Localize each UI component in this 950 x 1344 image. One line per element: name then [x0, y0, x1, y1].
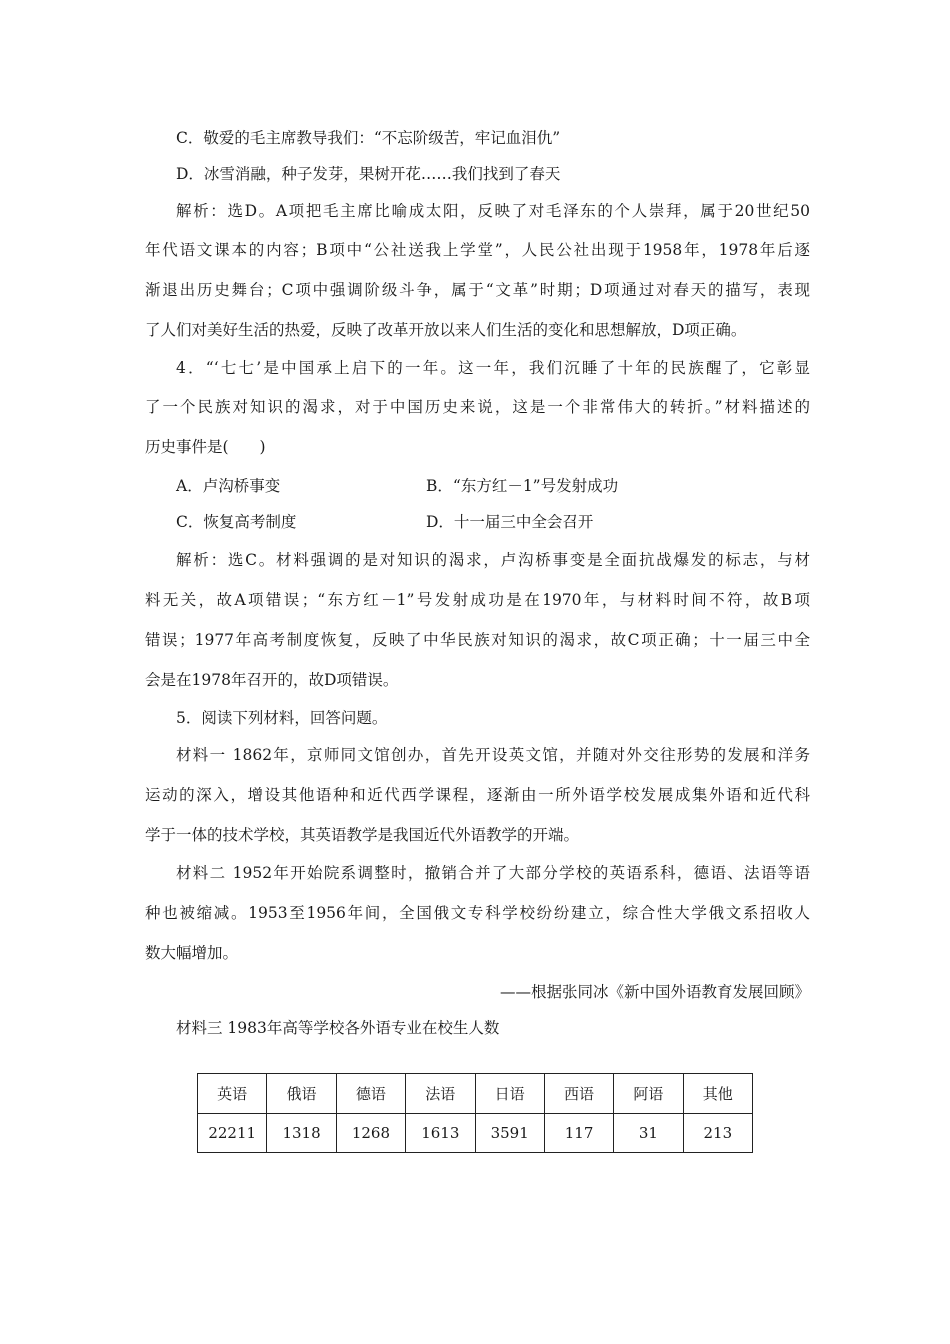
table-header-cell: 德语 [336, 1074, 405, 1114]
table-cell: 3591 [475, 1113, 544, 1153]
q4-option-a: A．卢沟桥事变 [176, 477, 281, 495]
table-header-row [198, 1074, 753, 1114]
table-cell: 1268 [336, 1113, 405, 1153]
q4-analysis-line: 错误；1977年高考制度恢复，反映了中华民族对知识的渴求，故C项正确；十一届三中全 [145, 631, 810, 649]
table-header-cell: 阿语 [614, 1074, 683, 1114]
q3-analysis-line: 渐退出历史舞台；C项中强调阶级斗争，属于“文革”时期；D项通过对春天的描写，表现 [145, 281, 810, 299]
q5-material1-line: 运动的深入，增设其他语种和近代西学课程，逐渐由一所外语学校发展成集外语和近代科 [145, 786, 810, 804]
q5-material2-line: 数大幅增加。 [145, 944, 239, 962]
q4-analysis-line: 料无关，故A项错误；“东方红－1”号发射成功是在1970年，与材料时间不符，故B项 [145, 591, 810, 609]
q3-analysis-line: 了人们对美好生活的热爱，反映了改革开放以来人们生活的变化和思想解放，D项正确。 [145, 321, 747, 339]
q4-analysis-line: 会是在1978年召开的，故D项错误。 [145, 671, 399, 689]
q5-material1-line: 学于一体的技术学校，其英语教学是我国近代外语教学的开端。 [145, 826, 580, 844]
q5-stem: 5．阅读下列材料，回答问题。 [176, 709, 388, 727]
table-header-cell: 法语 [406, 1074, 475, 1114]
q4-option-c: C．恢复高考制度 [176, 513, 297, 531]
q4-stem-line: 历史事件是( ) [145, 438, 266, 456]
q5-material3-title: 材料三 1983年高等学校各外语专业在校生人数 [176, 1019, 500, 1037]
q5-source: ——根据张同冰《新中国外语教育发展回顾》 [499, 983, 810, 1001]
q5-material1-line: 材料一 1862年，京师同文馆创办，首先开设英文馆，并随对外交往形势的发展和洋务 [176, 746, 810, 764]
q4-option-d: D．十一届三中全会召开 [426, 513, 594, 531]
table-cell: 22211 [198, 1113, 267, 1153]
table-header-cell: 英语 [198, 1074, 267, 1114]
q5-material2-line: 种也被缩减。1953至1956年间，全国俄文专科学校纷纷建立，综合性大学俄文系招收人 [145, 904, 810, 922]
table-header-cell: 俄语 [267, 1074, 336, 1114]
q3-option-c: C．敬爱的毛主席教导我们：“不忘阶级苦，牢记血泪仇” [176, 129, 561, 147]
q4-stem-line: 了一个民族对知识的渴求，对于中国历史来说，这是一个非常伟大的转折。”材料描述的 [145, 398, 810, 416]
table-cell: 1318 [267, 1113, 336, 1153]
table-cell: 1613 [406, 1113, 475, 1153]
table-cell: 31 [614, 1113, 683, 1153]
q4-stem-line: 4．“‘七七’是中国承上启下的一年。这一年，我们沉睡了十年的民族醒了，它彰显 [176, 359, 810, 377]
q3-option-d: D．冰雪消融，种子发芽，果树开花……我们找到了春天 [176, 165, 561, 183]
table-cell: 117 [544, 1113, 613, 1153]
language-students-table [197, 1073, 753, 1153]
q3-analysis-line: 年代语文课本的内容；B项中“公社送我上学堂”，人民公社出现于1958年，1978年后逐 [145, 241, 810, 259]
q4-option-b: B．“东方红－1”号发射成功 [426, 477, 619, 495]
table-row [198, 1113, 753, 1153]
q4-analysis-line: 解析：选C。材料强调的是对知识的渴求，卢沟桥事变是全面抗战爆发的标志，与材 [176, 551, 810, 569]
q5-material2-line: 材料二 1952年开始院系调整时，撤销合并了大部分学校的英语系科，德语、法语等语 [176, 864, 810, 882]
q3-analysis-line: 解析：选D。A项把毛主席比喻成太阳，反映了对毛泽东的个人崇拜，属于20世纪50 [176, 202, 810, 220]
table-header-cell: 其他 [683, 1074, 752, 1114]
table-header-cell: 日语 [475, 1074, 544, 1114]
table-header-cell: 西语 [544, 1074, 613, 1114]
table-cell: 213 [683, 1113, 752, 1153]
